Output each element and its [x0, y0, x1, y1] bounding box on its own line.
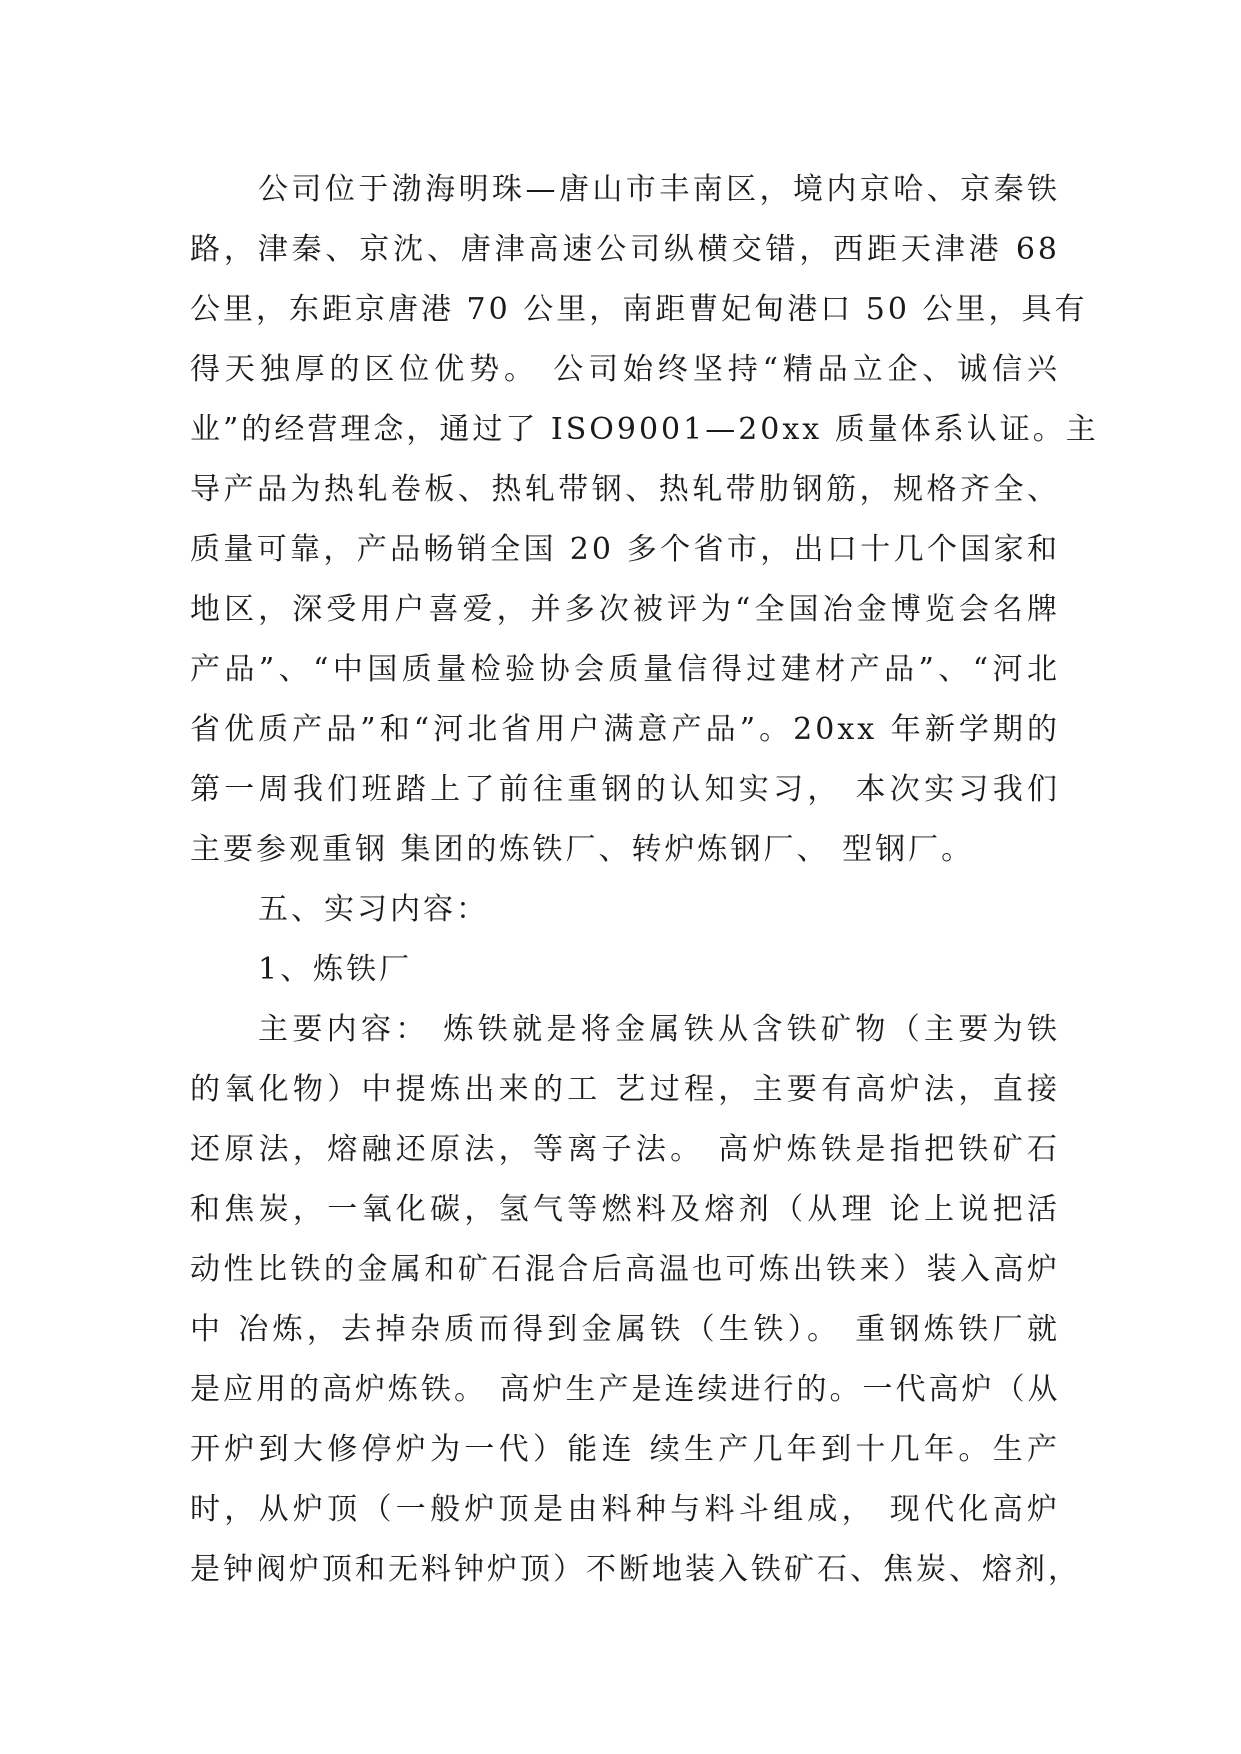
text-line: 产品”、“中国质量检验协会质量信得过建材产品”、“河北	[190, 652, 1060, 687]
text-line: 质量可靠，产品畅销全国 20 多个省市，出口十几个国家和	[190, 532, 1060, 567]
text-line: 的氧化物）中提炼出来的工 艺过程，主要有高炉法，直接	[190, 1072, 1060, 1107]
text-line: 导产品为热轧卷板、热轧带钢、热轧带肋钢筋，规格齐全、	[190, 472, 1060, 507]
text-line: 是应用的高炉炼铁。 高炉生产是连续进行的。一代高炉（从	[190, 1372, 1061, 1407]
text-line: 主要内容： 炼铁就是将金属铁从含铁矿物（主要为铁	[258, 1012, 1060, 1047]
text-line: 开炉到大修停炉为一代）能连 续生产几年到十几年。生产	[190, 1432, 1060, 1467]
subsection-heading: 1、炼铁厂	[258, 952, 413, 987]
text-line: 时，从炉顶（一般炉顶是由料种与料斗组成， 现代化高炉	[190, 1492, 1060, 1527]
text-line: 动性比铁的金属和矿石混合后高温也可炼出铁来）装入高炉	[190, 1252, 1060, 1287]
paragraph-company-intro	[190, 160, 1099, 880]
document-body	[190, 160, 1099, 1600]
text-line: 业”的经营理念，通过了 ISO9001—20xx 质量体系认证。主	[190, 412, 1099, 447]
text-line: 地区，深受用户喜爱，并多次被评为“全国冶金博览会名牌	[190, 592, 1060, 627]
text-line: 省优质产品”和“河北省用户满意产品”。20xx 年新学期的	[190, 712, 1060, 747]
text-line: 公司位于渤海明珠—唐山市丰南区，境内京哈、京秦铁	[258, 172, 1060, 207]
text-line: 得天独厚的区位优势。 公司始终坚持“精品立企、诚信兴	[190, 352, 1060, 387]
text-line: 和焦炭，一氧化碳，氢气等燃料及熔剂（从理 论上说把活	[190, 1192, 1060, 1227]
paragraph-ironmaking	[190, 1000, 1081, 1600]
text-line: 还原法，熔融还原法，等离子法。 高炉炼铁是指把铁矿石	[190, 1132, 1060, 1167]
text-line: 公里，东距京唐港 70 公里，南距曹妃甸港口 50 公里，具有	[190, 292, 1088, 327]
text-line: 中 冶炼，去掉杂质而得到金属铁（生铁）。 重钢炼铁厂就	[190, 1312, 1060, 1347]
text-line: 路，津秦、京沈、唐津高速公司纵横交错，西距天津港 68	[190, 232, 1060, 267]
text-line: 主要参观重钢 集团的炼铁厂、转炉炼钢厂、 型钢厂。	[190, 832, 975, 867]
text-line: 是钟阀炉顶和无料钟炉顶）不断地装入铁矿石、焦炭、熔剂，	[190, 1552, 1081, 1587]
text-line: 第一周我们班踏上了前往重钢的认知实习， 本次实习我们	[190, 772, 1060, 807]
section-heading: 五、实习内容：	[258, 892, 489, 927]
